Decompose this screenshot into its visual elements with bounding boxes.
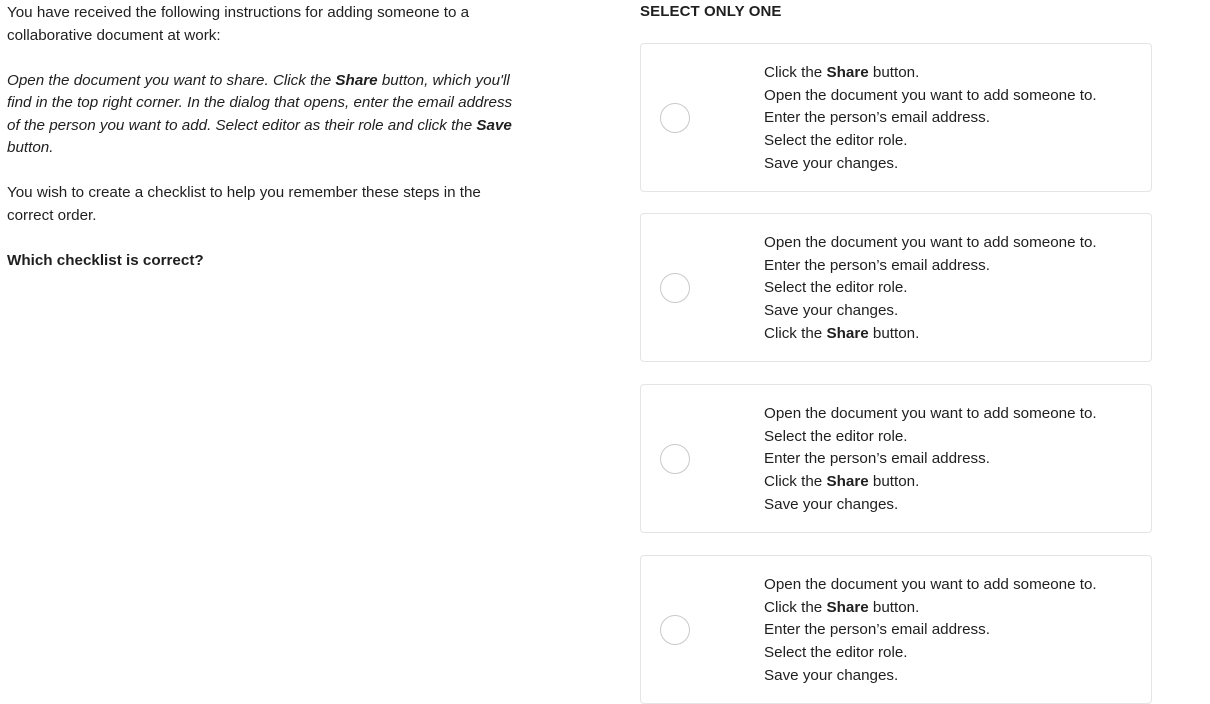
checklist-step (764, 448, 1097, 471)
step-text: Save your changes. (764, 495, 899, 513)
step-bold-text: Share (826, 64, 869, 81)
step-text: Enter the person’s email address. (764, 109, 990, 127)
step-text: button. (868, 64, 920, 81)
checklist-step (764, 255, 1097, 278)
radio-button[interactable] (660, 444, 690, 474)
checklist-step (764, 619, 1097, 642)
checklist-steps (764, 62, 1097, 176)
step-text: Enter the person’s email address. (764, 256, 990, 274)
checklist-step (764, 665, 1097, 688)
step-text: button. (868, 324, 920, 342)
step-text: Save your changes. (764, 666, 899, 684)
checklist-step (764, 107, 1097, 130)
checklist-step (764, 232, 1097, 255)
step-text: Enter the person’s email address. (764, 621, 990, 639)
step-text: Save your changes. (764, 154, 899, 172)
step-text: Enter the person’s email address. (764, 450, 990, 468)
checklist-step (764, 597, 1097, 620)
step-text: Click the (764, 64, 827, 81)
answer-option-1[interactable] (640, 43, 1152, 192)
checklist-step (764, 642, 1097, 665)
answer-option-3[interactable] (640, 384, 1152, 533)
step-text: Select the editor role. (764, 427, 908, 445)
question-panel (7, 2, 522, 295)
step-text: Open the document you want to add someone to. (764, 234, 1097, 251)
step-text: Click the (764, 473, 827, 491)
checklist-steps (764, 403, 1097, 517)
step-text: Open the document you want to add someone to. (764, 576, 1097, 593)
step-text: Open the document you want to add someone to. (764, 86, 1097, 104)
radio-button[interactable] (660, 615, 690, 645)
step-text: button. (868, 473, 920, 491)
step-text: Save your changes. (764, 302, 899, 320)
radio-button[interactable] (660, 103, 690, 133)
instructions-part: button. (7, 139, 54, 156)
checklist-step (764, 153, 1097, 176)
checklist-step (764, 277, 1097, 300)
select-only-one-label: SELECT ONLY ONE (640, 3, 782, 20)
instructions-save-word: Save (476, 116, 512, 134)
radio-button[interactable] (660, 273, 690, 303)
intro-text: You have received the following instructions for adding someone to a collaborative document at work: (7, 4, 470, 44)
checklist-step (764, 62, 1097, 85)
instructions-text (7, 70, 522, 160)
step-text: Click the (764, 324, 827, 342)
step-text: Click the (764, 598, 827, 616)
checklist-step (764, 426, 1097, 449)
instructions-part: button, which you'll find in the top right corner. In the dialog that opens, enter the email address of the person you want to add. Select editor as their role and click the (7, 71, 513, 134)
step-text: Open the document you want to add someone to. (764, 405, 1097, 422)
instructions-share-word: Share (335, 71, 378, 89)
checklist-steps (764, 232, 1097, 346)
step-bold-text: Share (826, 598, 869, 616)
task-text: You wish to create a checklist to help you remember these steps in the correct order. (7, 184, 481, 224)
answer-option-2[interactable] (640, 213, 1152, 362)
step-text: Select the editor role. (764, 644, 908, 662)
checklist-step (764, 323, 1097, 346)
step-bold-text: Share (826, 324, 869, 342)
checklist-step (764, 130, 1097, 153)
checklist-step (764, 574, 1097, 597)
checklist-step (764, 300, 1097, 323)
checklist-steps (764, 574, 1097, 688)
checklist-step (764, 85, 1097, 108)
step-bold-text: Share (826, 473, 869, 491)
checklist-step (764, 471, 1097, 494)
checklist-step (764, 403, 1097, 426)
step-text: Select the editor role. (764, 279, 908, 297)
answer-option-4[interactable] (640, 555, 1152, 704)
instructions-part: Open the document you want to share. Click the (7, 71, 336, 89)
step-text: button. (868, 598, 920, 616)
question-text: Which checklist is correct? (7, 251, 204, 269)
checklist-step (764, 494, 1097, 517)
step-text: Select the editor role. (764, 132, 908, 150)
